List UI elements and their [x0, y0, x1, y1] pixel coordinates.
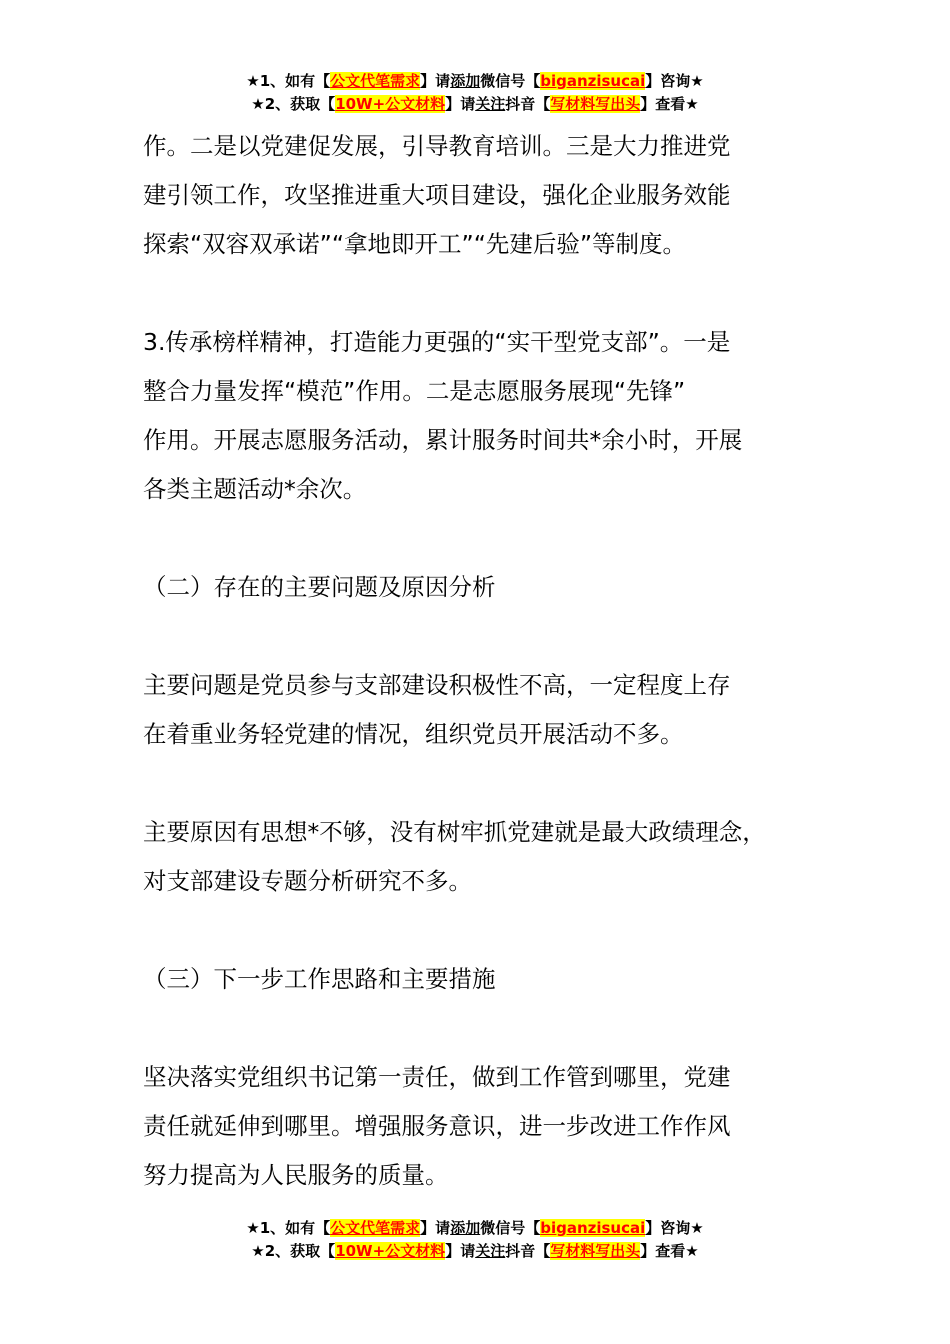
text-line: 各类主题活动*余次。 [143, 475, 367, 503]
text-line: 整合力量发挥“模范”作用。二是志愿服务展现“先锋” [143, 377, 686, 405]
promo-text: 】咨询★ [645, 1219, 704, 1237]
promo-text: ★2、获取【 [251, 1242, 336, 1260]
promo-banner-bottom [0, 1217, 950, 1263]
promo-line-2 [0, 93, 950, 116]
text-line: 作。二是以党建促发展，引导教育培训。三是大力推进党 [143, 132, 731, 160]
section-heading: （二）存在的主要问题及原因分析 [143, 573, 496, 601]
promo-highlight: 10W+公文材料 [335, 1242, 446, 1260]
promo-text: 】请 [445, 95, 476, 113]
text-line: 在着重业务轻党建的情况，组织党员开展活动不多。 [143, 720, 684, 748]
promo-text: 】请 [445, 1242, 476, 1260]
promo-text: 】请 [420, 72, 451, 90]
promo-highlight: biganzisucai [540, 72, 646, 90]
document-body [143, 122, 843, 1200]
promo-text: 微信号【 [480, 1219, 541, 1237]
promo-text: 抖音【 [505, 1242, 551, 1260]
text-line: 主要问题是党员参与支部建设积极性不高，一定程度上存 [143, 671, 731, 699]
promo-text: ★2、获取【 [251, 95, 336, 113]
promo-text: ★1、如有【 [246, 72, 331, 90]
promo-text: 】请 [420, 1219, 451, 1237]
paragraph [143, 122, 843, 269]
promo-text: 微信号【 [480, 72, 541, 90]
text-line: 主要原因有思想*不够，没有树牢抓党建就是最大政绩理念， [143, 818, 766, 846]
promo-highlight: 10W+公文材料 [335, 95, 446, 113]
paragraph [143, 808, 843, 906]
promo-line-1 [0, 1217, 950, 1240]
text-line: 建引领工作，攻坚推进重大项目建设，强化企业服务效能 [143, 181, 731, 209]
text-line: 坚决落实党组织书记第一责任，做到工作管到哪里，党建 [143, 1063, 731, 1091]
paragraph [143, 1053, 843, 1200]
promo-highlight: 写材料写出头 [550, 1242, 641, 1260]
text-line: 对支部建设专题分析研究不多。 [143, 867, 472, 895]
text-line: 探索“双容双承诺”“拿地即开工”“先建后验”等制度。 [143, 230, 687, 258]
promo-highlight: 写材料写出头 [550, 95, 641, 113]
paragraph [143, 318, 843, 514]
paragraph [143, 661, 843, 759]
promo-highlight: 公文代笔需求 [330, 72, 421, 90]
promo-text: 抖音【 [505, 95, 551, 113]
promo-emphasis: 关注 [475, 95, 506, 113]
promo-text: 】查看★ [640, 1242, 699, 1260]
promo-emphasis: 添加 [450, 72, 481, 90]
promo-line-1 [0, 70, 950, 93]
text-line: 作用。开展志愿服务活动，累计服务时间共*余小时，开展 [143, 426, 743, 454]
promo-highlight: biganzisucai [540, 1219, 646, 1237]
promo-text: 】查看★ [640, 95, 699, 113]
promo-emphasis: 添加 [450, 1219, 481, 1237]
promo-highlight: 公文代笔需求 [330, 1219, 421, 1237]
text-line: 责任就延伸到哪里。增强服务意识，进一步改进工作作风 [143, 1112, 731, 1140]
text-line: 努力提高为人民服务的质量。 [143, 1161, 449, 1189]
promo-line-2 [0, 1240, 950, 1263]
promo-text: ★1、如有【 [246, 1219, 331, 1237]
promo-text: 】咨询★ [645, 72, 704, 90]
promo-banner-top [0, 70, 950, 116]
text-line: 3.传承榜样精神，打造能力更强的“实干型党支部”。一是 [143, 328, 731, 356]
section-heading: （三）下一步工作思路和主要措施 [143, 965, 496, 993]
promo-emphasis: 关注 [475, 1242, 506, 1260]
